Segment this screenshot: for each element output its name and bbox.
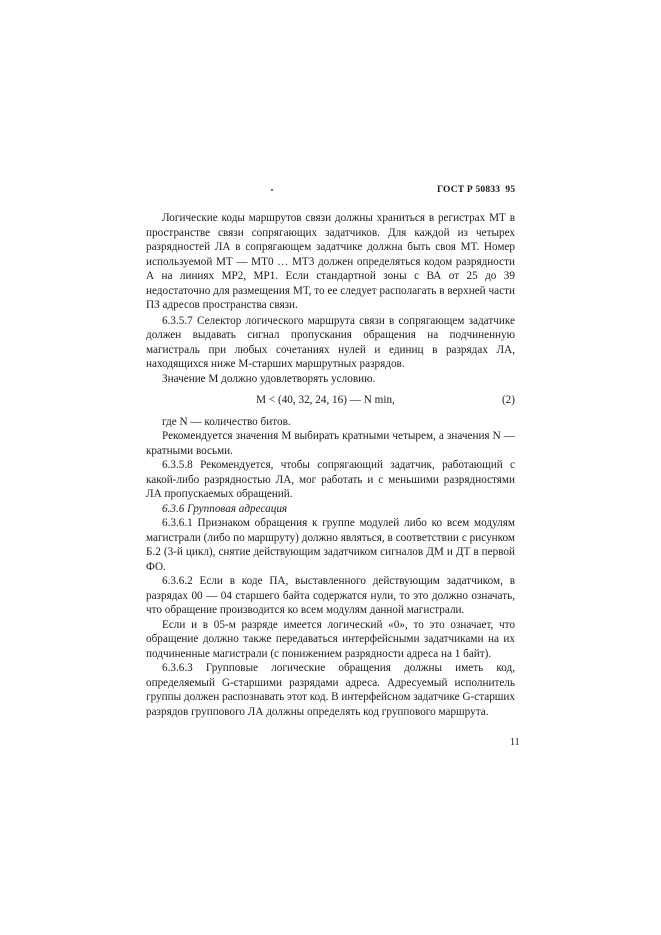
body-text	[146, 211, 515, 719]
paragraph-logical-codes: Логические коды маршрутов связи должны храниться в регистрах МТ в пространстве связи сопрягающих задатчиков. Для каждой из четырех разрядностей ЛА в сопрягающем задатчике должна быть своя МТ. Номер используемой МТ — МТ0 … МТ3 должен определяться кодом разрядности А на линиях МР2, МР1. Если стандартной зоны с ВА от 25 до 39 недостаточно для размещения МТ, то ее следует располагать в верхней части ПЗ адресов пространства связи.	[146, 212, 515, 311]
formula-number: (2)	[501, 394, 515, 406]
paragraph-05-bit: Если и в 05-м разряде имеется логический «0», то это означает, что обращение должно также передаваться интерфейсными задатчиками на их подчиненные магистрали (с понижением разрядности адреса на 1 байт).	[146, 618, 515, 660]
formula-expression: M < (40, 32, 24, 16) — N min,	[256, 394, 395, 406]
where-line: где N — количество битов.	[162, 415, 291, 428]
paragraph-6-3-6-1: 6.3.6.1 Признаком обращения к группе модулей либо ко всем модулям магистрали (либо по маршруту) должно являться, в соответствии с рисунком Б.2 (3-й цикл), снятие действующим задатчиком сигналов ДМ и ДТ в первой ФО.	[146, 517, 515, 573]
formula-2	[146, 393, 515, 408]
running-header	[437, 185, 515, 195]
paragraph-recommend-m: Рекомендуется значения M выбирать кратными четырем, а значения N — кратными восьми.	[146, 430, 515, 457]
paragraph-6-3-5-7: 6.3.5.7 Селектор логического маршрута связи в сопрягающем задатчике должен выдавать сигнал пропускания обращения на подчиненную магистраль при любых сочетаниях нулей и единиц в разрядах ЛА, находящихся ниже М-старших маршрутных разрядов.	[146, 314, 515, 370]
section-heading-text: 6.3.6 Групповая адресация	[162, 502, 288, 515]
paragraph-6-3-5-8: 6.3.5.8 Рекомендуется, чтобы сопрягающий задатчик, работающий с какой-либо разрядностью ЛА, мог работать и с меньшими разрядностями ЛА пропускаемых обращений.	[146, 459, 515, 500]
speck	[271, 189, 273, 191]
footer-page-number: 11	[510, 737, 520, 748]
header-page-number: 95	[505, 185, 516, 195]
section-heading-6-3-6	[146, 502, 515, 517]
paragraph-m-condition: Значение М должно удовлетворять условию.	[162, 372, 376, 385]
paragraph-6-3-6-3: 6.3.6.3 Групповые логические обращения должны иметь код, определяемый G-старшими разрядами адреса. Адресуемый исполнитель группы должен распознавать этот код. В интерфейсном задатчике G-старших разрядов группового ЛА должны определять код группового маршрута.	[146, 662, 515, 718]
paragraph-6-3-6-2: 6.3.6.2 Если в коде ПА, выставленного действующим задатчиком, в разрядах 00 — 04 старшего байта содержатся нули, то это должно означать, что обращение производится ко всем модулям данной магистрали.	[146, 575, 515, 616]
standard-designation: ГОСТ Р 50833	[437, 185, 501, 195]
